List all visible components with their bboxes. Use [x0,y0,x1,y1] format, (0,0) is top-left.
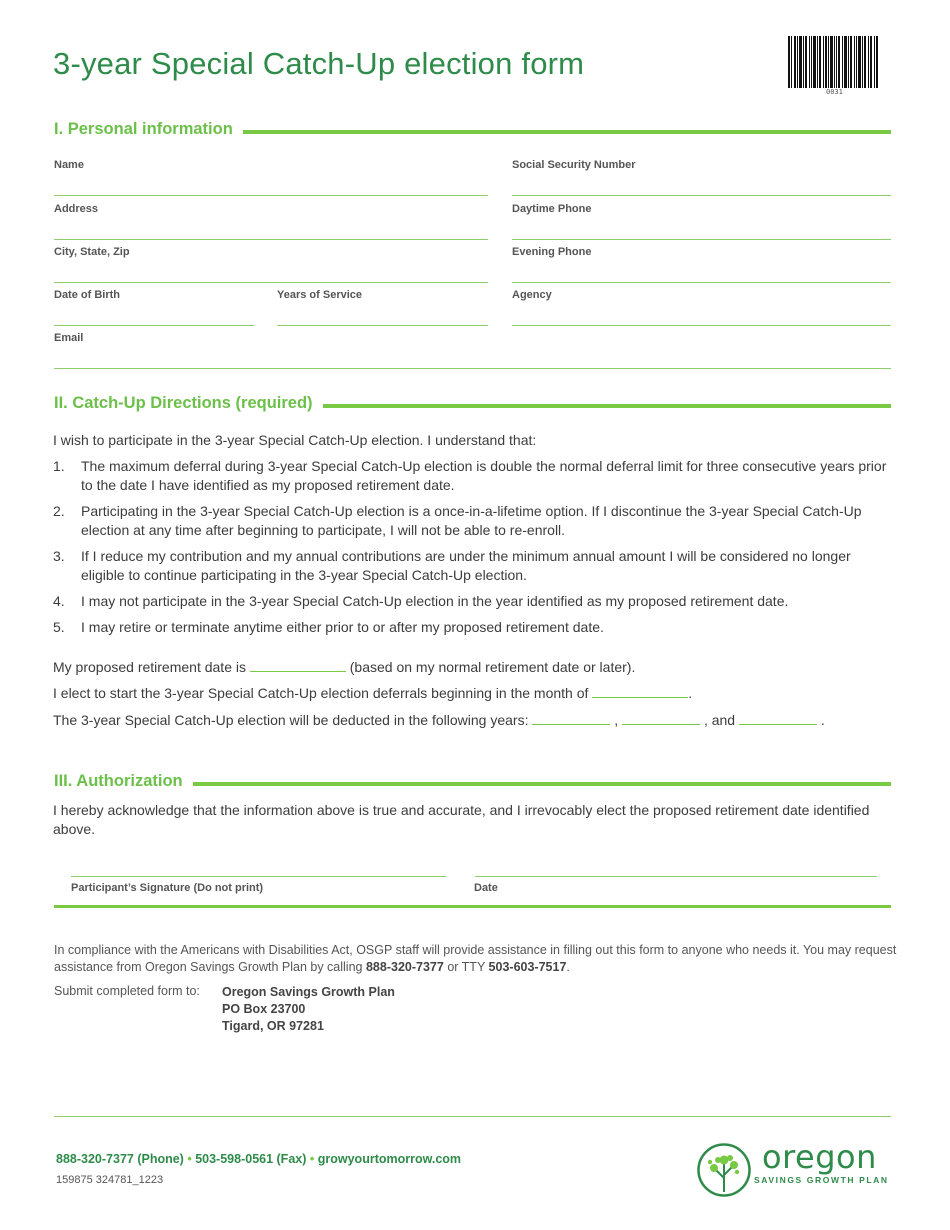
daytime-phone-field[interactable] [512,195,891,240]
address-line-3: Tigard, OR 97281 [222,1019,324,1033]
list-item [53,592,893,611]
start-post-text: . [688,685,693,701]
section-rule [323,404,891,408]
authorization-rule [54,905,891,908]
evening-phone-field[interactable] [512,238,891,283]
section-personal-info-heading [54,120,891,139]
year-3-blank[interactable] [739,710,817,725]
years-sep-1: , [614,712,619,728]
footer-separator: • [309,1152,315,1166]
ssn-field[interactable] [512,151,891,196]
name-field[interactable] [54,151,488,196]
page-title: 3-year Special Catch-Up election form [53,46,585,81]
section-authorization-heading [54,772,891,791]
signature-label: Participant’s Signature (Do not print) [71,882,264,894]
list-item-text: Participating in the 3-year Special Catch-Up election is a once-in-a-lifetime option. If I discontinue the 3-year Special Catch-Up election at any time after beginning to participate, I will not be able to re-enroll. [81,503,862,538]
section-heading-label: III. Authorization [54,772,183,790]
list-item-text: I may not participate in the 3-year Special Catch-Up election in the year identified as my proposed retirement date. [81,593,789,609]
address-field[interactable] [54,195,488,240]
start-month-blank[interactable] [592,683,688,698]
ada-tty: 503-603-7517 [488,960,567,974]
retirement-pre-text: My proposed retirement date is [53,659,246,675]
daytime-phone-label: Daytime Phone [512,203,592,215]
list-item-number: 1. [53,458,65,474]
logo-wordmark: oregon [762,1138,877,1176]
retirement-post-text: (based on my normal retirement date or later). [349,659,636,675]
footer-contact [56,1152,461,1166]
footer-web-link[interactable]: growyourtomorrow.com [317,1152,462,1166]
directions-intro: I wish to participate in the 3-year Special Catch-Up election. I understand that: [53,432,537,448]
address-line-1: Oregon Savings Growth Plan [222,985,395,999]
submit-address [222,984,395,1035]
list-item [53,502,893,540]
footer-phone: 888-320-7377 (Phone) [56,1152,184,1166]
list-item-text: If I reduce my contribution and my annual contributions are under the minimum annual amount I will be considered no longer eligible to continue participating in the 3-year Special Catch-Up election. [81,548,851,583]
year-2-blank[interactable] [622,710,700,725]
barcode [788,36,880,88]
signature-line[interactable] [71,860,446,877]
list-item-number: 5. [53,619,65,635]
section-rule [243,130,891,134]
date-line[interactable] [475,860,877,877]
evening-phone-label: Evening Phone [512,246,592,258]
dob-field[interactable] [54,281,254,326]
footer-codes: 159875 324781_1223 [56,1174,164,1186]
address-line-2: PO Box 23700 [222,1002,306,1016]
tree-logo-icon [696,1142,752,1198]
years-of-service-field[interactable] [277,281,488,326]
retirement-date-sentence [53,657,635,675]
section-directions-heading [54,394,891,413]
start-month-sentence [53,683,692,701]
agency-field[interactable] [512,281,891,326]
ssn-label: Social Security Number [512,159,636,171]
name-label: Name [54,159,84,171]
years-sep-2: , and [703,712,736,728]
year-1-blank[interactable] [532,710,610,725]
list-item-number: 4. [53,593,65,609]
footer-rule [54,1116,891,1117]
list-item-text: I may retire or terminate anytime either prior to or after my proposed retirement date. [81,619,604,635]
section-rule [193,782,891,786]
section-heading-label: II. Catch-Up Directions (required) [54,394,313,412]
years-pre-text: The 3-year Special Catch-Up election will be deducted in the following years: [53,712,529,728]
directions-list [53,457,893,644]
logo-subtitle: SAVINGS GROWTH PLAN [754,1175,889,1185]
ada-mid: or TTY [447,960,486,974]
section-heading-label: I. Personal information [54,120,233,138]
years-end: . [820,712,825,728]
city-state-zip-label: City, State, Zip [54,246,130,258]
years-of-service-label: Years of Service [277,289,363,301]
start-pre-text: I elect to start the 3-year Special Catch-Up election deferrals beginning in the month of [53,685,589,701]
list-item [53,547,893,585]
list-item-number: 2. [53,503,65,519]
footer-fax: 503-598-0561 (Fax) [195,1152,307,1166]
retirement-date-blank[interactable] [250,657,346,672]
list-item-number: 3. [53,548,65,564]
dob-label: Date of Birth [54,289,120,301]
authorization-text: I hereby acknowledge that the information above is true and accurate, and I irrevocably elect the proposed retirement date identified above. [53,802,870,837]
deduction-years-sentence [53,710,825,728]
ada-notice [54,942,899,976]
email-field[interactable] [54,324,891,369]
ada-end: . [566,960,570,974]
barcode-number: 0031 [826,88,843,96]
footer-separator: • [187,1152,192,1166]
list-item [53,618,893,637]
list-item-text: The maximum deferral during 3-year Special Catch-Up election is double the normal deferral limit for three consecutive years prior to the date I have identified as my proposed retirement date. [81,458,887,493]
list-item [53,457,893,495]
city-state-zip-field[interactable] [54,238,488,283]
ada-phone: 888-320-7377 [365,960,444,974]
date-label: Date [474,882,498,894]
agency-label: Agency [512,289,552,301]
address-label: Address [54,203,99,215]
email-label: Email [54,332,84,344]
submit-label: Submit completed form to: [54,984,200,998]
ada-text: In compliance with the Americans with Disabilities Act, OSGP staff will provide assistance in filling out this form to anyone who needs it. You may request assistance from Oregon Savings Growth Plan by calling [54,943,897,974]
